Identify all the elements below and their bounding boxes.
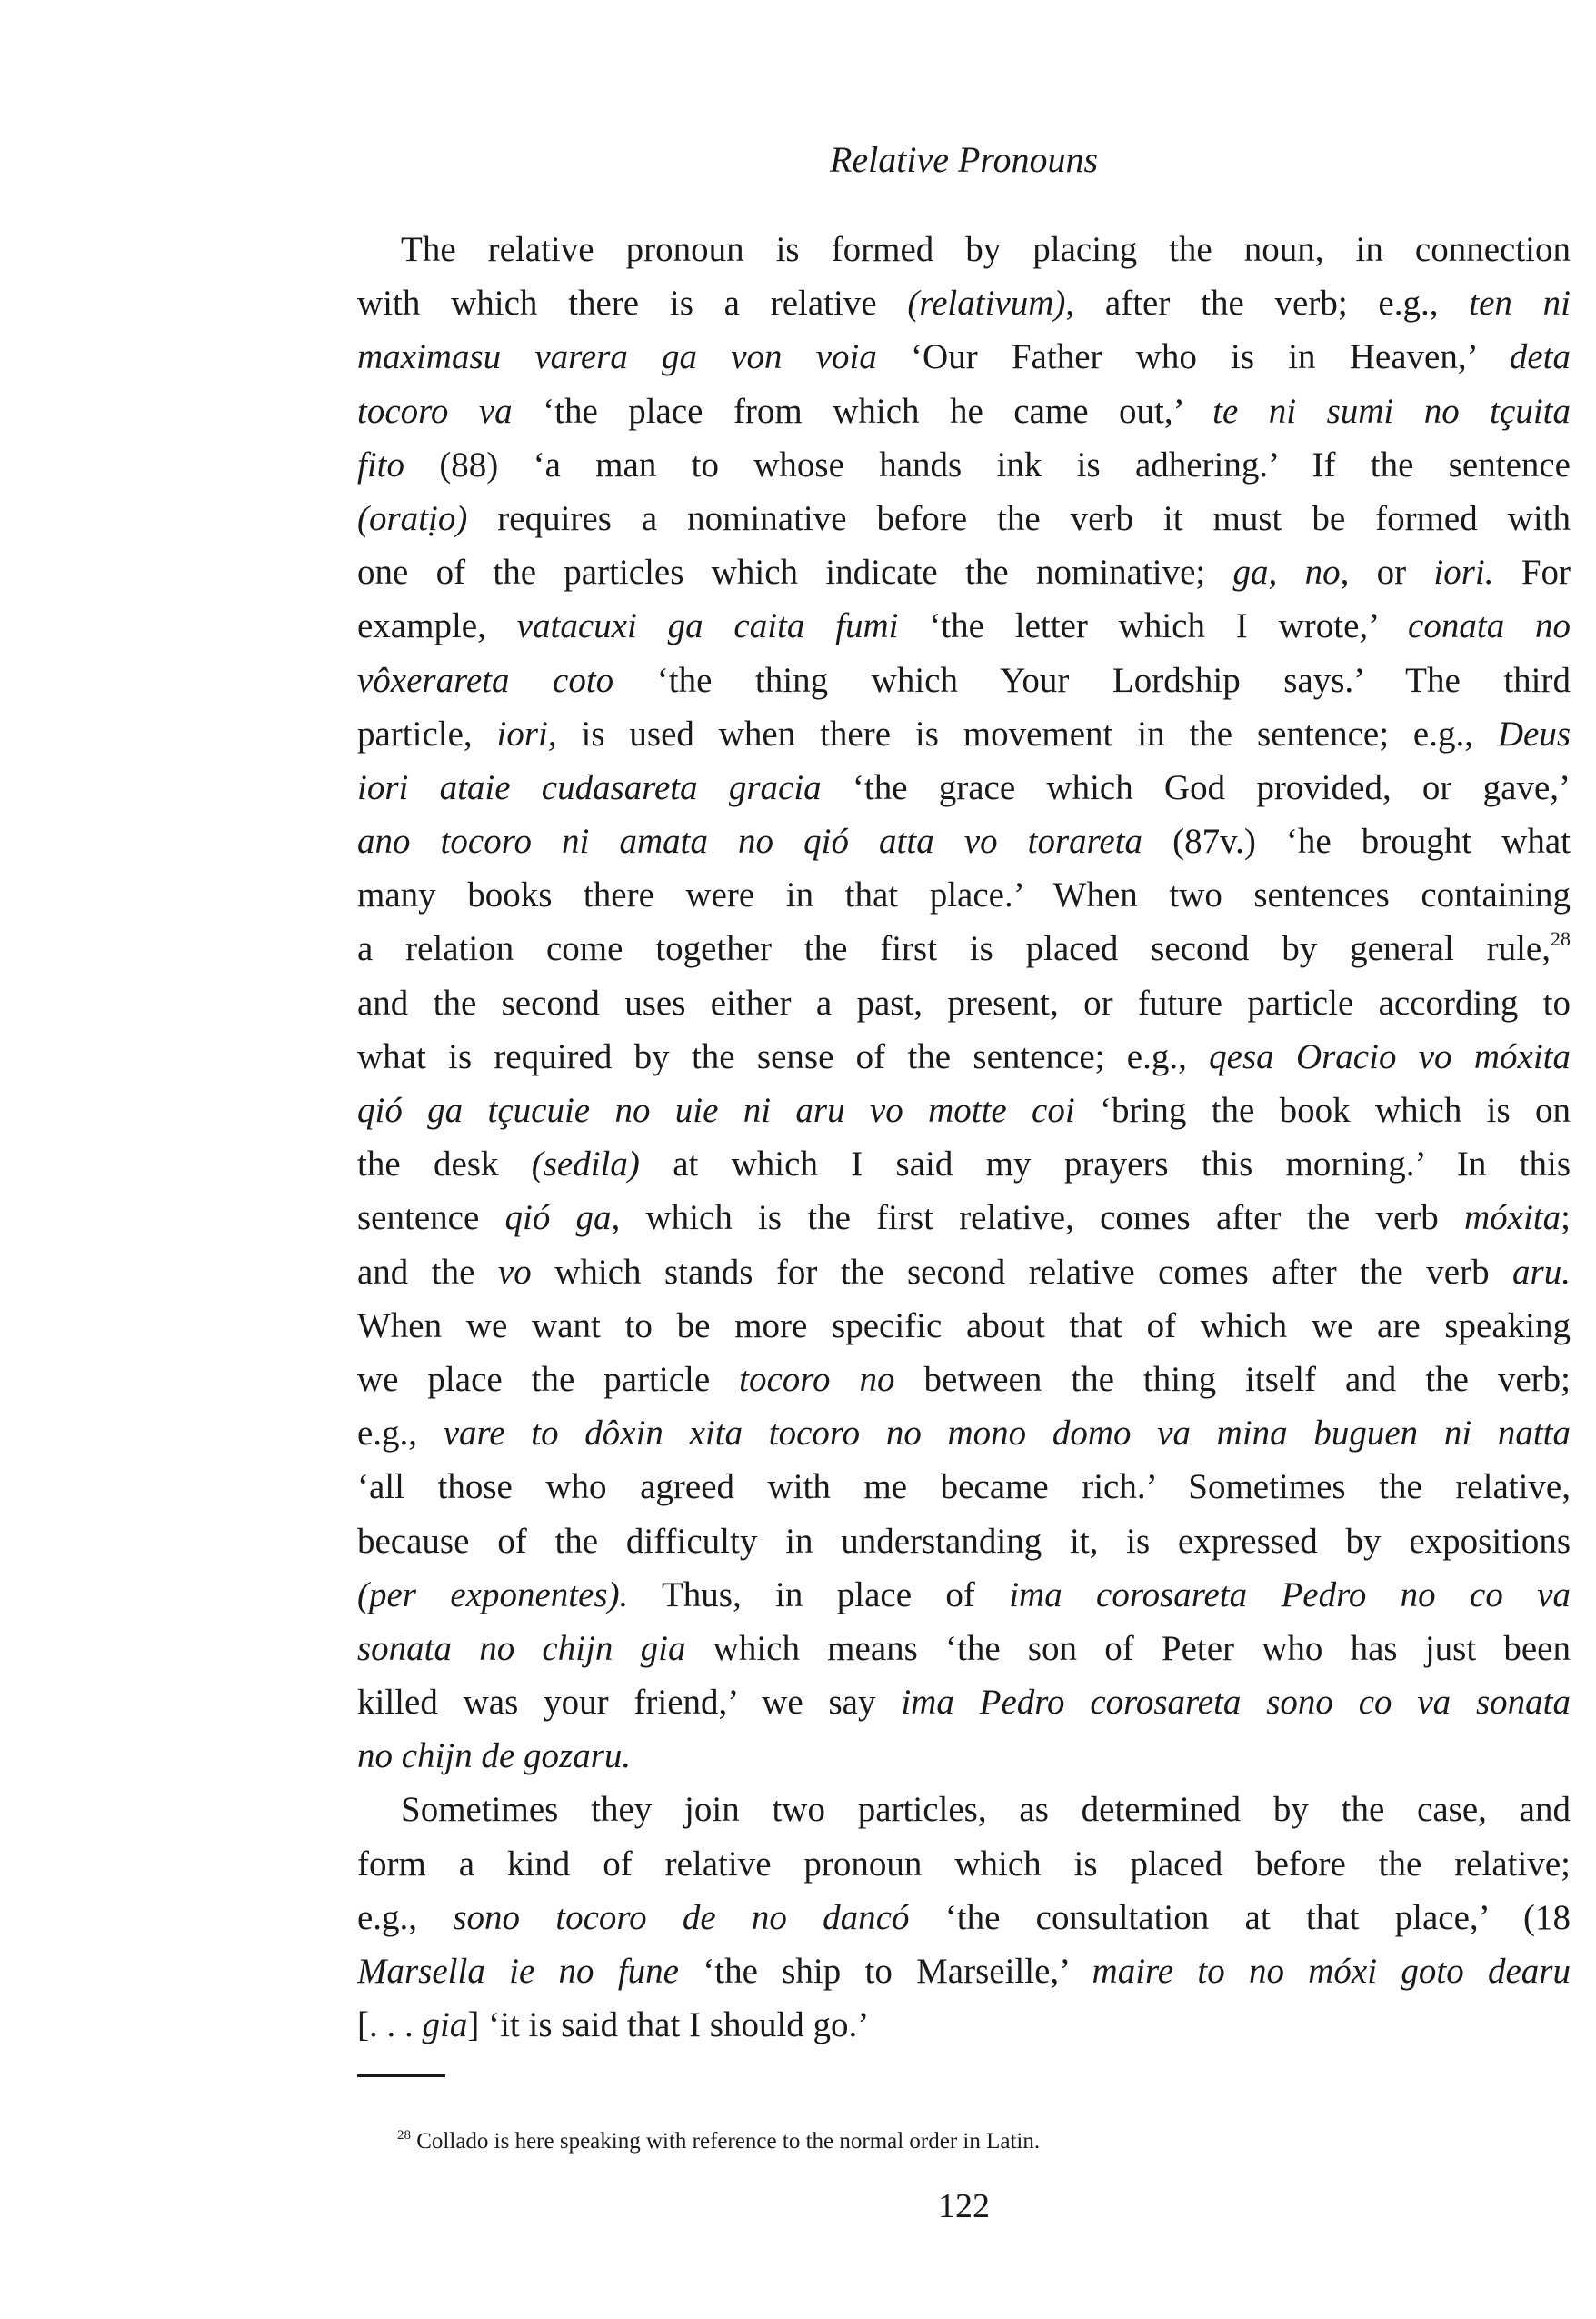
text-line <box>357 1406 1571 1460</box>
italic-term: qió ga tçucuie no uie ni aru vo motte coi <box>357 1091 1075 1130</box>
text-span: we place the particle <box>357 1359 740 1399</box>
body-text <box>357 223 1571 2052</box>
italic-term: aru. <box>1512 1252 1571 1292</box>
italic-term: ima Pedro corosareta sono co va sonata <box>901 1683 1571 1723</box>
text-line <box>357 654 1571 707</box>
text-span: the desk <box>357 1145 532 1184</box>
italic-term: móxita <box>1463 1198 1561 1238</box>
text-line <box>357 1353 1571 1406</box>
italic-term: qesa Oracio vo móxita <box>1209 1036 1571 1076</box>
text-line <box>357 1568 1571 1622</box>
text-span: sentence <box>357 1198 505 1238</box>
text-span: particle, <box>357 714 497 754</box>
italic-term: deta <box>1509 337 1571 377</box>
text-span: ‘the grace which God provided, or gave,’ <box>821 767 1571 807</box>
text-line <box>357 1891 1571 1944</box>
page-heading: Relative Pronouns <box>829 139 1099 180</box>
text-span: ] ‘it is said that I should go.’ <box>467 2005 870 2045</box>
page-number: 122 <box>938 2187 990 2225</box>
text-span: and the second uses either a past, present, or future particle according to <box>357 983 1571 1023</box>
text-span: ; <box>1561 1198 1571 1238</box>
italic-term: ano tocoro ni amata no qió atta vo torareta <box>357 822 1143 862</box>
text-span: and the <box>357 1252 498 1292</box>
text-span: which stands for the second relative comes after the verb <box>531 1252 1513 1292</box>
text-span: [. . . <box>357 2005 423 2045</box>
italic-term: vôxerareta coto <box>357 660 614 700</box>
italic-term: vatacuxi ga caita fumi <box>516 606 899 646</box>
text-span: , after the verb; e.g., <box>1065 284 1470 324</box>
text-line <box>357 868 1571 922</box>
text-span: between the thing itself and the verb; <box>894 1359 1571 1399</box>
text-span: which is the first relative, comes after the verb <box>620 1198 1464 1238</box>
text-line <box>357 1191 1571 1244</box>
text-span: ‘bring the book which is on <box>1074 1091 1571 1130</box>
text-span: a relation come together the first is placed second by general rule, <box>357 929 1551 969</box>
text-line <box>357 545 1571 599</box>
text-span: which means ‘the son of Peter who has just been <box>685 1628 1571 1668</box>
italic-term: fito <box>357 445 405 485</box>
italic-term: ima corosareta Pedro no co va <box>1009 1574 1571 1614</box>
text-span: (87v.) ‘he brought what <box>1142 822 1571 862</box>
text-span: ‘the ship to Marseille,’ <box>678 1952 1092 1991</box>
text-line <box>357 1944 1571 1998</box>
text-span: ‘the place from which he came out,’ <box>512 391 1213 431</box>
italic-term: iori ataie cudasareta gracia <box>357 767 822 807</box>
text-span: ‘all those who agreed with me became rich.’ Sometimes the relative, <box>357 1467 1571 1507</box>
text-line <box>357 276 1571 330</box>
italic-term: iori, <box>496 714 557 754</box>
italic-term: no chijn de gozaru. <box>357 1736 632 1776</box>
text-line <box>357 922 1571 975</box>
text-span: ‘the letter which I wrote,’ <box>898 606 1409 646</box>
text-line <box>357 492 1571 545</box>
italic-term: (sedila) <box>531 1145 640 1184</box>
text-span: what is required by the sense of the sentence; e.g., <box>357 1036 1210 1076</box>
text-line <box>357 1460 1571 1514</box>
text-line <box>357 707 1571 761</box>
italic-term: maire to no móxi goto dearu <box>1092 1952 1571 1991</box>
text-span: requires a nominative before the verb it must be formed with <box>467 498 1571 538</box>
text-span: ‘the thing which Your Lordship says.’ The third <box>613 660 1571 700</box>
text-span: Sometimes they join two particles, as determined by the case, and <box>401 1790 1571 1830</box>
text-span: or <box>1349 553 1434 593</box>
text-line <box>357 223 1571 276</box>
italic-term: conata no <box>1408 606 1571 646</box>
text-span: form a kind of relative pronoun which is placed before the relative; <box>357 1844 1571 1884</box>
italic-term: ten ni <box>1469 284 1571 324</box>
text-span: Thus, in place of <box>628 1574 1010 1614</box>
text-line <box>357 976 1571 1030</box>
text-span: many books there were in that place.’ When two sentences containing <box>357 875 1571 915</box>
text-line <box>357 1837 1571 1891</box>
text-span: e.g., <box>357 1897 454 1937</box>
italic-term: (relativum) <box>907 284 1066 324</box>
italic-term: ga, no, <box>1232 553 1350 593</box>
text-span: because of the difficulty in understanding it, is expressed by expositions <box>357 1521 1571 1561</box>
text-span: (88) ‘a man to whose hands ink is adhering.’ If the sentence <box>404 445 1571 485</box>
italic-term: maximasu varera ga von voia <box>357 337 877 377</box>
text-line <box>357 438 1571 492</box>
text-line <box>357 1729 1571 1783</box>
italic-term: iori. <box>1433 553 1494 593</box>
footnote-marker: 28 <box>397 2128 411 2143</box>
text-span: When we want to be more specific about that of which we are speaking <box>357 1305 1571 1345</box>
italic-term: (per exponentes). <box>357 1574 629 1614</box>
text-line <box>357 1299 1571 1353</box>
text-span: ‘Our Father who is in Heaven,’ <box>876 337 1510 377</box>
text-span: The relative pronoun is formed by placing the noun, in connection <box>401 230 1571 269</box>
text-line <box>357 1622 1571 1675</box>
italic-term: vare to dôxin xita tocoro no mono domo va mina buguen ni natta <box>443 1414 1571 1454</box>
italic-term: te ni sumi no tçuita <box>1212 391 1571 431</box>
text-line <box>357 815 1571 868</box>
italic-term: Marsella ie no fune <box>357 1952 679 1991</box>
footnote-reference: 28 <box>1551 927 1571 951</box>
text-span: ‘the consultation at that place,’ (18 <box>909 1897 1571 1937</box>
text-span: example, <box>357 606 517 646</box>
text-span: with which there is a relative <box>357 284 908 324</box>
italic-term: sono tocoro de no dancó <box>453 1897 910 1937</box>
text-span: is used when there is movement in the sentence; e.g., <box>556 714 1498 754</box>
text-line <box>357 330 1571 384</box>
italic-term: vo <box>497 1252 532 1292</box>
text-span: one of the particles which indicate the nominative; <box>357 553 1233 593</box>
text-line <box>357 1137 1571 1191</box>
italic-term: Deus <box>1497 714 1571 754</box>
text-line <box>357 761 1571 815</box>
footnote <box>397 2120 1040 2157</box>
text-line <box>357 385 1571 438</box>
text-span: killed was your friend,’ we say <box>357 1683 902 1723</box>
text-span: at which I said my prayers this morning.’ In this <box>639 1145 1571 1184</box>
italic-term: gia <box>422 2005 468 2045</box>
text-line <box>357 1514 1571 1568</box>
text-line <box>357 1998 1571 2052</box>
italic-term: tocoro no <box>739 1359 895 1399</box>
text-line <box>357 1245 1571 1299</box>
text-line <box>357 599 1571 653</box>
italic-term: (oratịo) <box>357 498 468 538</box>
italic-term: tocoro va <box>357 391 513 431</box>
text-line <box>357 1084 1571 1137</box>
text-line <box>357 1030 1571 1084</box>
footnote-divider <box>357 2074 445 2077</box>
footnote-text: Collado is here speaking with reference to the normal order in Latin. <box>416 2129 1041 2154</box>
text-line <box>357 1783 1571 1836</box>
italic-term: qió ga, <box>504 1198 621 1238</box>
italic-term: sonata no chijn gia <box>357 1628 686 1668</box>
text-span: For <box>1493 553 1571 593</box>
text-line <box>357 1675 1571 1729</box>
text-span: e.g., <box>357 1414 444 1454</box>
